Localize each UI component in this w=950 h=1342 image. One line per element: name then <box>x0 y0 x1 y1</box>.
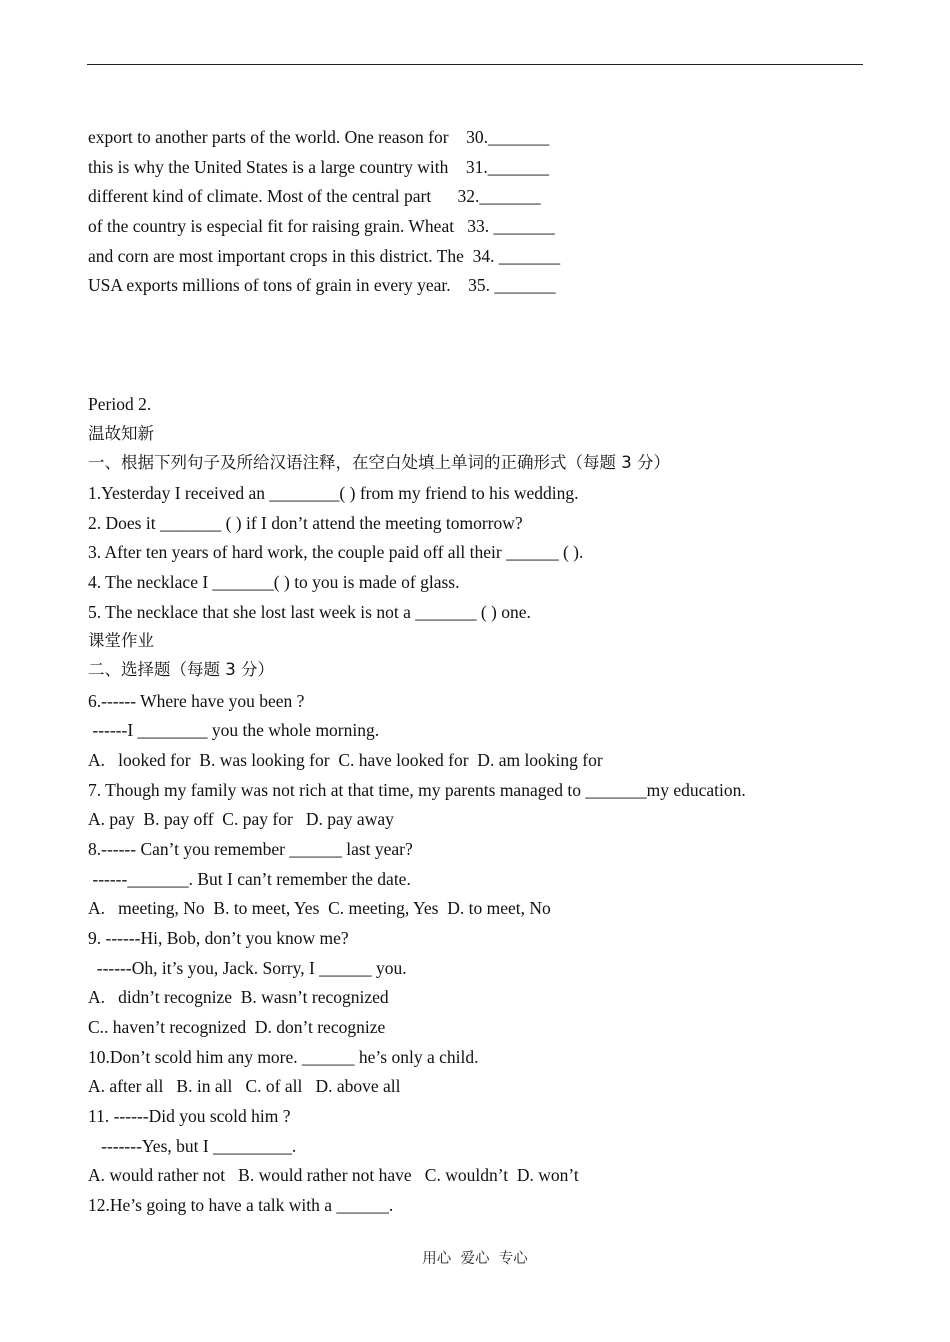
page-footer: 用心 爱心 专心 <box>422 1251 528 1267</box>
passage-line: export to another parts of the world. One reason for 30._______ <box>88 127 550 147</box>
question-line: 11. ------Did you scold him ? <box>88 1106 291 1126</box>
question-line: 7. Though my family was not rich at that time, my parents managed to _______my education. <box>88 780 746 800</box>
part1-heading: 一、根据下列句子及所给汉语注释，在空白处填上单词的正确形式（每题 3 分） <box>88 453 670 472</box>
question-line: 9. ------Hi, Bob, don’t you know me? <box>88 928 349 948</box>
question-line: 8.------ Can’t you remember ______ last year? <box>88 839 413 859</box>
passage-line: of the country is especial fit for raising grain. Wheat 33. _______ <box>88 216 555 236</box>
passage-line: this is why the United States is a large country with 31._______ <box>88 157 549 177</box>
question-item: 4. The necklace I _______( ) to you is made of glass. <box>88 572 460 592</box>
options-line: A. would rather not B. would rather not have C. wouldn’t D. won’t <box>88 1165 579 1185</box>
question-item: 3. After ten years of hard work, the couple paid off all their ______ ( ). <box>88 542 584 562</box>
question-line: ------I ________ you the whole morning. <box>88 720 380 740</box>
question-line: ------Oh, it’s you, Jack. Sorry, I ______ you. <box>88 958 407 978</box>
options-line: A. didn’t recognize B. wasn’t recognized <box>88 987 389 1007</box>
passage-line: USA exports millions of tons of grain in every year. 35. _______ <box>88 275 556 295</box>
question-item: 1.Yesterday I received an ________( ) from my friend to his wedding. <box>88 483 579 503</box>
question-line: 12.He’s going to have a talk with a ______. <box>88 1195 394 1215</box>
options-line: A. after all B. in all C. of all D. above all <box>88 1076 401 1096</box>
header-rule <box>87 64 863 65</box>
options-line: C.. haven’t recognized D. don’t recognize <box>88 1017 386 1037</box>
period-title: Period 2. <box>88 394 152 414</box>
question-item: 5. The necklace that she lost last week is not a _______ ( ) one. <box>88 602 531 622</box>
part2-heading: 二、选择题（每题 3 分） <box>88 660 274 679</box>
options-line: A. pay B. pay off C. pay for D. pay away <box>88 809 394 829</box>
options-line: A. looked for B. was looking for C. have looked for D. am looking for <box>88 750 603 770</box>
passage-line: and corn are most important crops in this district. The 34. _______ <box>88 246 561 266</box>
options-line: A. meeting, No B. to meet, Yes C. meeting, Yes D. to meet, No <box>88 898 551 918</box>
passage-line: different kind of climate. Most of the central part 32._______ <box>88 186 541 206</box>
question-line: 6.------ Where have you been ? <box>88 691 305 711</box>
question-line: 10.Don’t scold him any more. ______ he’s only a child. <box>88 1047 479 1067</box>
question-item: 2. Does it _______ ( ) if I don’t attend the meeting tomorrow? <box>88 513 523 533</box>
homework-heading: 课堂作业 <box>88 631 154 650</box>
question-line: ------_______. But I can’t remember the date. <box>88 869 411 889</box>
review-heading: 温故知新 <box>88 424 154 443</box>
question-line: -------Yes, but I _________. <box>88 1136 297 1156</box>
